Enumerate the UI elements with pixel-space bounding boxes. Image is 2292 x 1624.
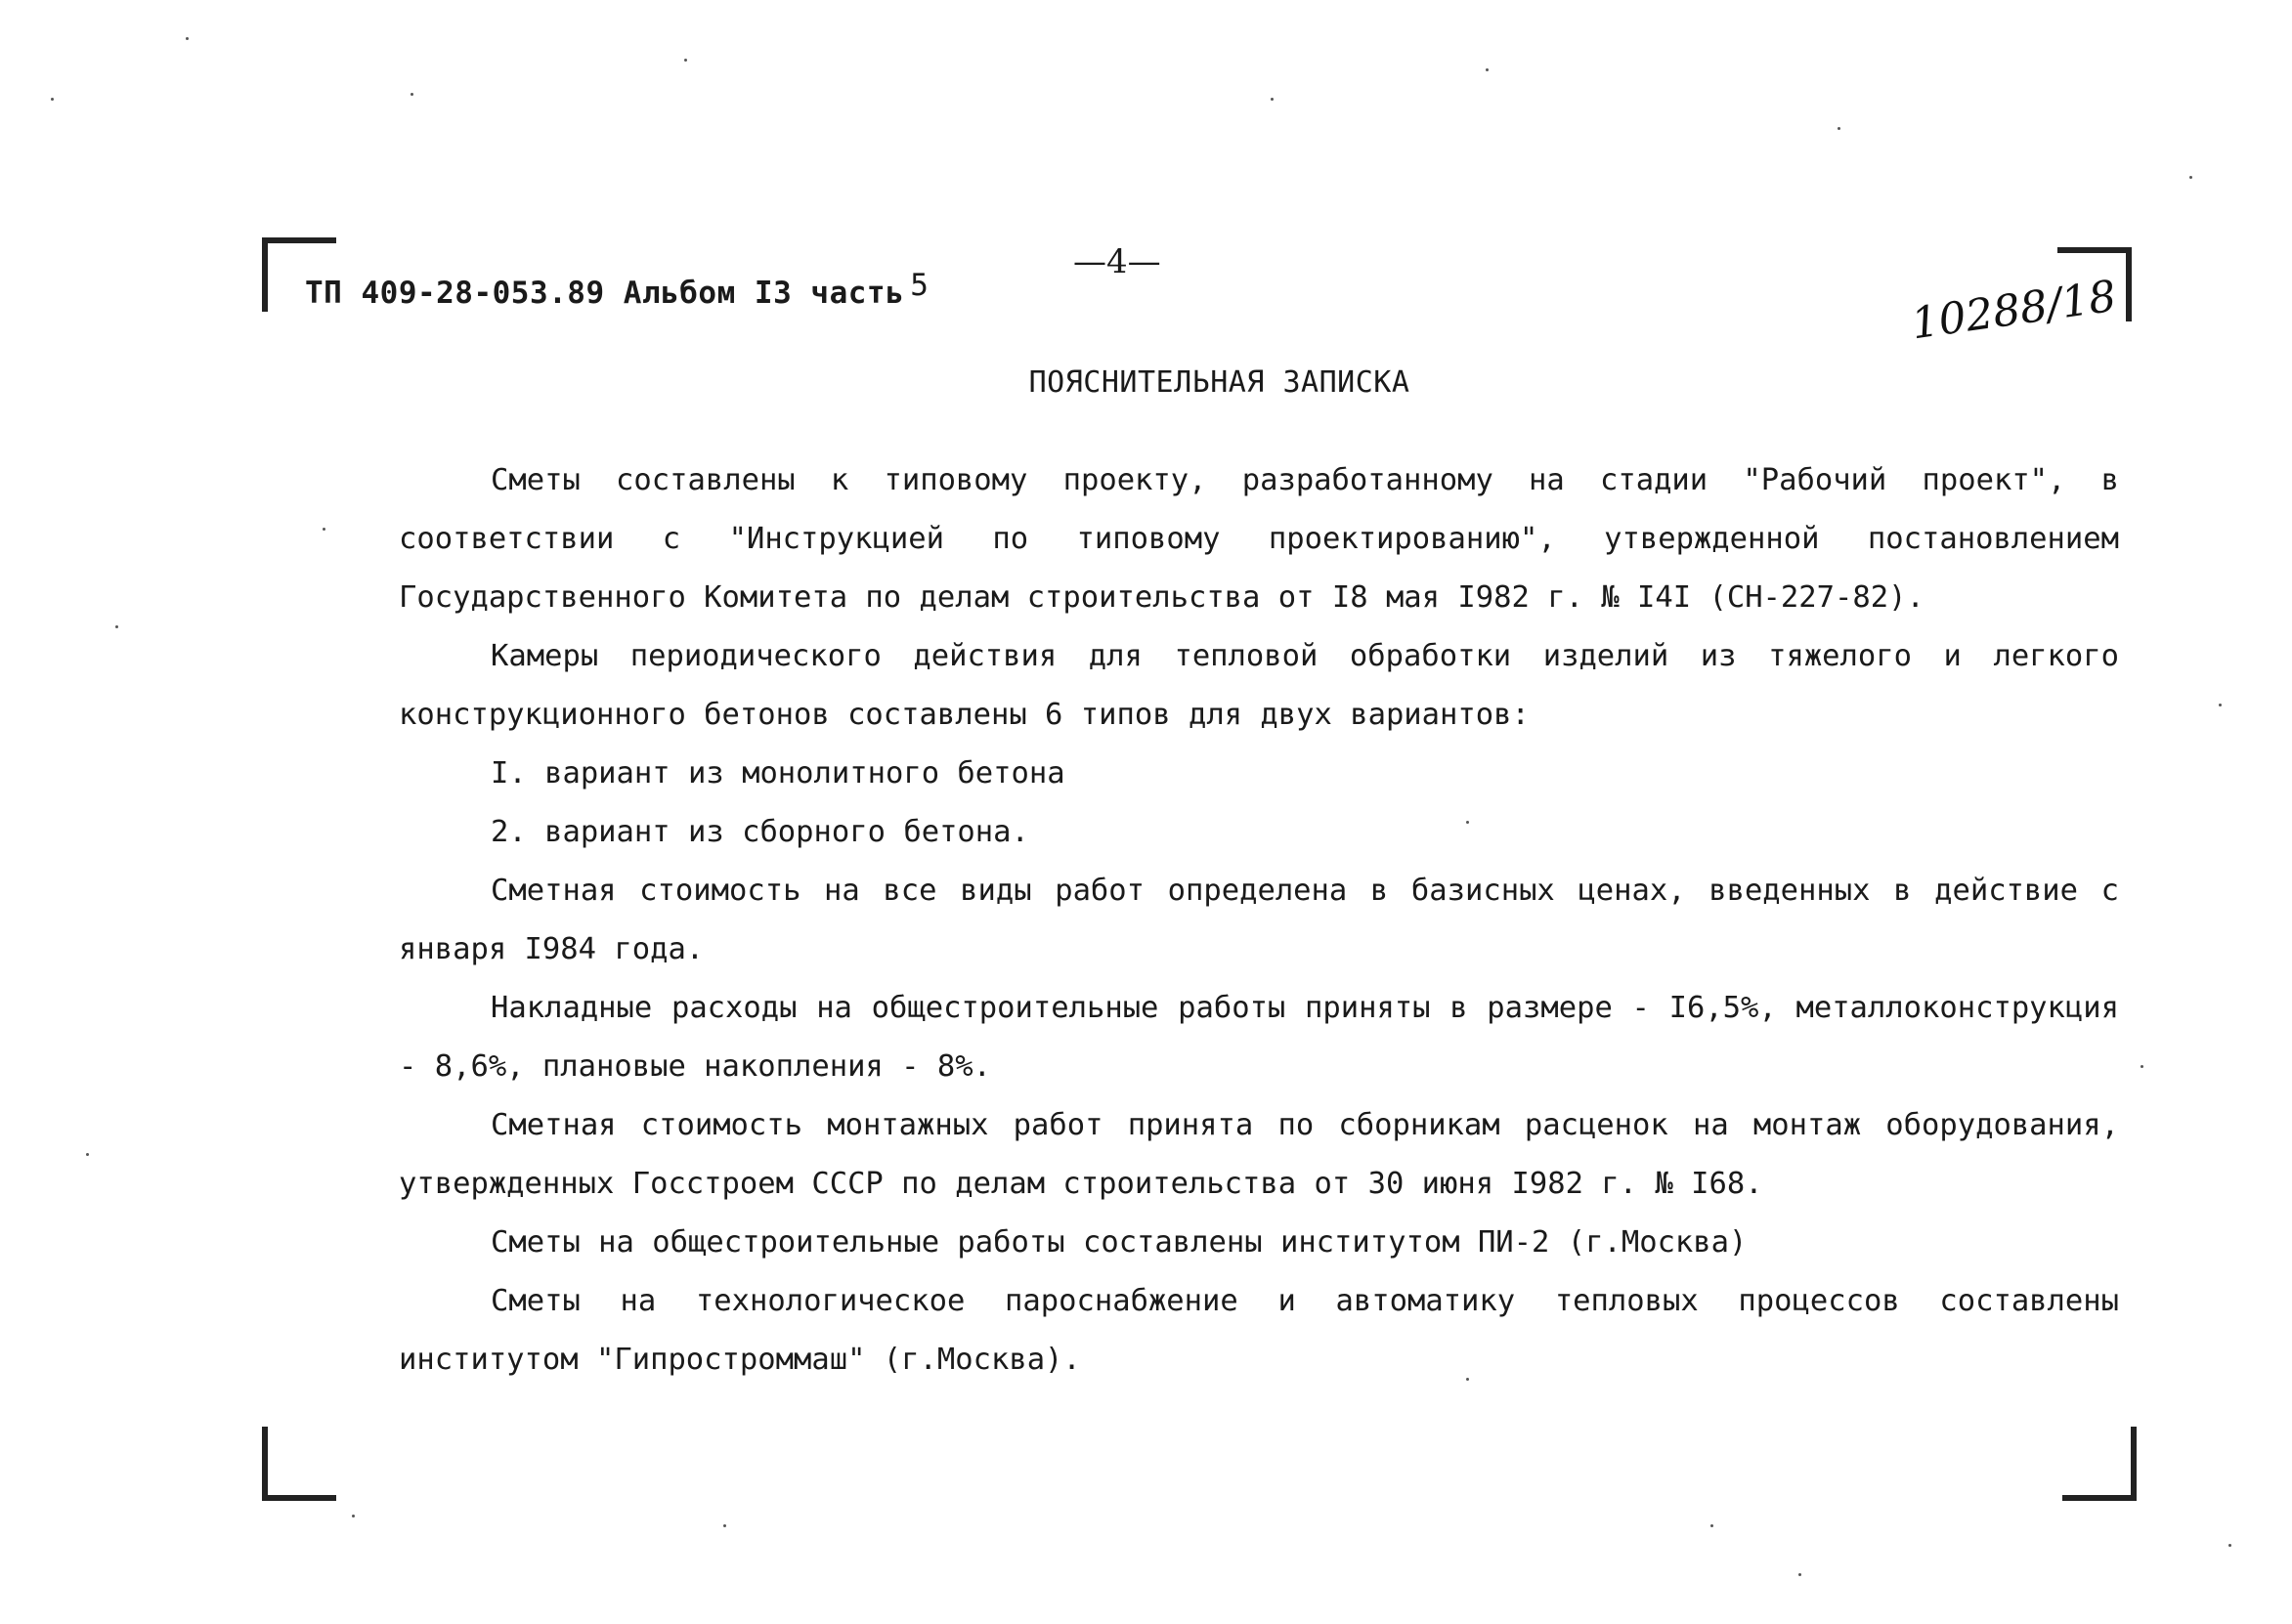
document-title: ПОЯСНИТЕЛЬНАЯ ЗАПИСКА: [1028, 365, 1410, 400]
scan-speck: [684, 59, 687, 62]
frame-corner-bottom-right: [2062, 1427, 2137, 1501]
scan-speck: [723, 1524, 726, 1527]
page-number: —4—: [1073, 242, 1161, 281]
frame-corner-bottom-left: [262, 1427, 336, 1501]
scan-speck: [2219, 704, 2222, 706]
document-code: [305, 268, 930, 311]
paragraph-technology-estimates: Сметы на технологическое пароснабжение и автоматику тепловых процессов составлены институтом "Гипростроммаш" (г.Москва).: [399, 1284, 2119, 1377]
scan-speck: [51, 98, 54, 101]
scan-speck: [1798, 1573, 1801, 1576]
scan-speck: [86, 1153, 89, 1156]
scan-speck: [1271, 98, 1274, 101]
scan-speck: [186, 37, 189, 40]
list-item-variant-monolithic: I. вариант из монолитного бетона: [491, 756, 1065, 791]
document-code-text: ТП 409-28-053.89 Альбом I3 часть: [305, 276, 905, 311]
scan-speck: [352, 1515, 355, 1517]
scan-speck: [2189, 176, 2192, 179]
paragraph-installation-costs: Сметная стоимость монтажных работ принята по сборникам расценок на монтаж оборудования, утвержденных Госстроем СССР по делам строительства от 30 июня I982 г. № I68.: [399, 1108, 2119, 1201]
scan-speck: [115, 625, 118, 628]
scan-speck: [1466, 1378, 1469, 1381]
scan-speck: [323, 528, 325, 531]
paragraph-construction-estimates: Сметы на общестроительные работы составлены институтом ПИ-2 (г.Москва): [491, 1225, 1748, 1260]
scan-speck: [1838, 127, 1840, 130]
scan-speck: [1486, 68, 1489, 71]
paragraph-base-prices: Сметная стоимость на все виды работ определена в базисных ценах, введенных в действие с января I984 года.: [399, 874, 2119, 966]
scan-speck: [2141, 1065, 2143, 1068]
list-item-variant-precast: 2. вариант из сборного бетона.: [491, 815, 1029, 849]
handwritten-reference-number: 10288/18: [1908, 271, 2120, 350]
paragraph-project-basis: Сметы составлены к типовому проекту, разработанному на стадии "Рабочий проект", в соответствии с "Инструкцией по типовому проектированию", утвержденной постановлением Государственного Комитета по делам строительства от I8 мая I982 г. № I4I (СН-227-82).: [399, 463, 2119, 615]
scan-speck: [411, 93, 413, 96]
scan-speck: [1466, 821, 1469, 824]
document-part-number: 5: [910, 268, 930, 303]
explanatory-note-body: [399, 451, 2119, 1389]
paragraph-chamber-types: Камеры периодического действия для тепловой обработки изделий из тяжелого и легкого конструкционного бетонов составлены 6 типов для двух вариантов:: [399, 639, 2119, 732]
scan-speck: [2228, 1544, 2231, 1547]
scan-speck: [1710, 1524, 1713, 1527]
paragraph-overhead-costs: Накладные расходы на общестроительные работы приняты в размере - I6,5%, металлоконструкция - 8,6%, плановые накопления - 8%.: [399, 991, 2119, 1084]
